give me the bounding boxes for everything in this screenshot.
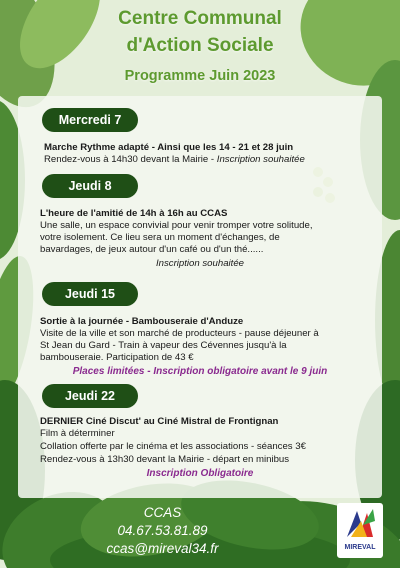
contact-phone: 04.67.53.81.89 (117, 523, 208, 538)
event-3-line: St Jean du Gard - Train à vapeur des Cévennes jusqu'à la (40, 340, 287, 351)
mireval-logo-icon (337, 503, 383, 543)
contact-name: CCAS (143, 505, 182, 520)
day-badge-jeudi-22: Jeudi 22 (42, 384, 138, 408)
event-2-registration: Inscription souhaitée (156, 258, 244, 269)
day-badge-mercredi-7: Mercredi 7 (42, 108, 138, 132)
event-4-line: Film à déterminer (40, 428, 115, 439)
event-2-line: votre isolement. Ce lieu sera un moment d'échanges, de (40, 232, 280, 243)
event-4-line: Rendez-vous à 13h30 devant la Mairie - départ en minibus (40, 454, 290, 465)
program-subtitle: Programme Juin 2023 (124, 68, 276, 84)
mireval-logo (337, 503, 383, 558)
logo-text: MIREVAL (344, 544, 376, 551)
day-badge-jeudi-15: Jeudi 15 (42, 282, 138, 306)
event-2-title: L'heure de l'amitié de 14h à 16h au CCAS (40, 208, 228, 219)
title-line-1: Centre Communal (118, 8, 282, 29)
day-badge-jeudi-8: Jeudi 8 (42, 174, 138, 198)
event-1-title: Marche Rythme adapté - Ainsi que les 14 - 21 et 28 juin (44, 142, 294, 153)
event-4-line: Collation offerte par le cinéma et les associations - séances 3€ (40, 441, 306, 452)
event-1-details: Rendez-vous à 14h30 devant la Mairie - Inscription souhaitée (44, 154, 305, 165)
event-3-line: Visite de la ville et son marché de producteurs - pause déjeuner à (40, 328, 319, 339)
event-4-title: DERNIER Ciné Discut' au Ciné Mistral de Frontignan (40, 416, 279, 427)
title-line-2: d'Action Sociale (126, 35, 274, 56)
event-4-registration: Inscription Obligatoire (146, 468, 254, 479)
event-3-line: bambouseraie. Participation de 43 € (40, 352, 194, 363)
contact-email: ccas@mireval34.fr (106, 541, 219, 556)
event-3-registration: Places limitées - Inscription obligatoire avant le 9 juin (72, 366, 328, 377)
event-2-line: Une salle, un espace convivial pour venir tromper votre solitude, (40, 220, 313, 231)
event-3-title: Sortie à la journée - Bambouseraie d'Anduze (40, 316, 244, 327)
event-2-line: bavardages, de jeux autour d'un café ou d'un thé...... (40, 244, 264, 255)
